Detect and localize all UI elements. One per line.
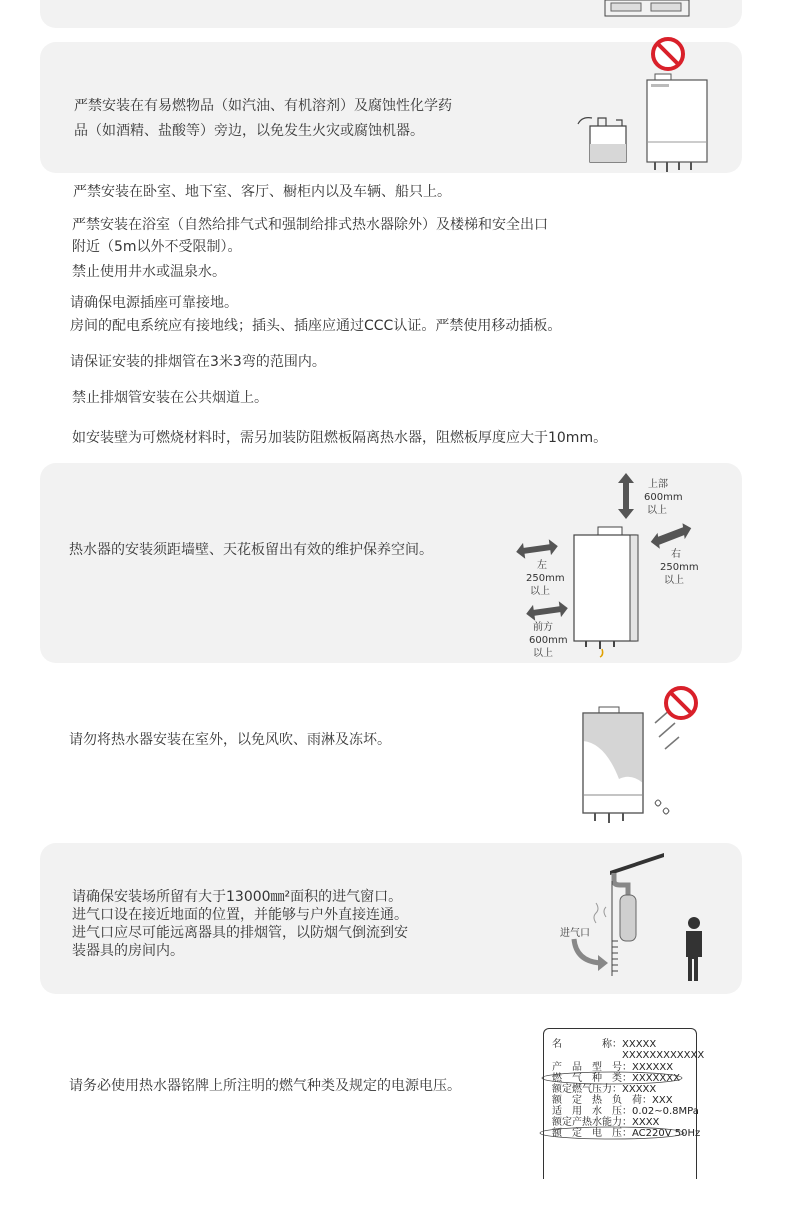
top-clearance-label-2: 600mm — [644, 492, 683, 503]
outdoor-warning: 请勿将热水器安装在室外，以免风吹、雨淋及冻坏。 — [69, 732, 391, 748]
front-clearance-label-3: 以上 — [533, 648, 553, 659]
ventilation-line1: 请确保安装场所留有大于13000㎜²面积的进气窗口。 — [72, 889, 403, 905]
left-clearance-arrow — [516, 541, 558, 557]
right-clearance-arrow — [650, 527, 692, 543]
grounding-warning-line2: 房间的配电系统应有接地线；插头、插座应通过CCC认证。严禁使用移动插板。 — [70, 318, 562, 334]
front-clearance-arrow — [526, 603, 568, 619]
heater-clearance-illustration — [572, 525, 652, 655]
jerrycan-icon — [578, 106, 638, 166]
voltage-highlight — [540, 1126, 690, 1142]
ventilation-line3: 进气口应尽可能远离器具的排烟管，以防烟气倒流到安 — [72, 925, 408, 941]
clearance-text: 热水器的安装须距墙壁、天花板留出有效的维护保养空间。 — [69, 542, 433, 558]
top-clearance-arrow — [618, 473, 634, 519]
nameplate-row-gas-type: 燃 气 种 类：XXXXXXX — [552, 1073, 680, 1084]
right-clearance-label-1: 右 — [671, 549, 681, 560]
left-clearance-label-2: 250mm — [526, 573, 565, 584]
nameplate — [543, 1028, 705, 1179]
nameplate-row-hot-water: 额定产热水能力：XXXX — [552, 1117, 660, 1128]
flammable-warning-line1: 严禁安装在有易燃物品（如汽油、有机溶剂）及腐蚀性化学药 — [74, 98, 452, 114]
ventilation-line4: 装器具的房间内。 — [72, 943, 184, 959]
rooms-warning: 严禁安装在卧室、地下室、客厅、橱柜内以及车辆、船只上。 — [73, 184, 451, 200]
left-clearance-label-3: 以上 — [530, 586, 550, 597]
clearance-panel — [40, 463, 742, 663]
nameplate-row-voltage: 额 定 电 压：AC220V 50Hz — [552, 1128, 701, 1139]
top-partial-panel — [40, 0, 742, 28]
grounding-warning-line1: 请确保电源插座可靠接地。 — [70, 295, 238, 311]
well-water-warning: 禁止使用井水或温泉水。 — [72, 264, 226, 280]
left-clearance-label-1: 左 — [537, 560, 547, 571]
wall-board-warning: 如安装壁为可燃烧材料时，需另加装防阻燃板隔离热水器，阻燃板厚度应大于10mm。 — [72, 430, 608, 446]
water-heater-icon — [645, 72, 715, 182]
ventilation-panel — [40, 843, 742, 994]
heater-base-illustration — [605, 0, 695, 20]
nameplate-note: 请务必使用热水器铭牌上所注明的燃气种类及规定的电源电压。 — [69, 1078, 461, 1094]
nameplate-row-water-pressure: 适 用 水 压：0.02~0.8MPa — [552, 1106, 699, 1117]
nameplate-row-heat-load: 额 定 热 负 荷：XXX — [552, 1095, 673, 1106]
nameplate-row-gas-pressure: 额定燃气压力：XXXXX — [552, 1084, 657, 1095]
top-clearance-label-1: 上部 — [648, 479, 668, 490]
right-clearance-label-2: 250mm — [660, 562, 699, 573]
front-clearance-label-1: 前方 — [533, 622, 553, 633]
flammable-warning-line2: 品（如酒精、盐酸等）旁边，以免发生火灾或腐蚀机器。 — [74, 123, 424, 139]
vent-label: 进气口 — [560, 928, 590, 939]
nameplate-row-name: 名 称：XXXXX — [552, 1039, 657, 1050]
nameplate-row-name-2: XXXXXXXXXXXX — [622, 1050, 705, 1061]
ventilation-illustration — [560, 851, 710, 981]
gas-type-highlight — [540, 1071, 690, 1087]
outdoor-heater-icon — [575, 683, 705, 833]
right-clearance-label-3: 以上 — [664, 575, 684, 586]
public-flue-warning: 禁止排烟管安装在公共烟道上。 — [72, 390, 268, 406]
prohibition-icon — [650, 36, 686, 72]
flammable-warning-panel — [40, 42, 742, 173]
ventilation-line2: 进气口设在接近地面的位置，并能够与户外直接连通。 — [72, 907, 408, 923]
flue-bends-warning: 请保证安装的排烟管在3米3弯的范围内。 — [70, 354, 326, 370]
front-clearance-label-2: 600mm — [529, 635, 568, 646]
top-clearance-label-3: 以上 — [647, 505, 667, 516]
nameplate-row-model: 产 品 型 号：XXXXXX — [552, 1062, 674, 1073]
bathroom-warning-line1: 严禁安装在浴室（自然给排气式和强制给排式热水器除外）及楼梯和安全出口 — [72, 217, 548, 233]
bathroom-warning-line2: 附近（5m以外不受限制）。 — [72, 239, 242, 255]
